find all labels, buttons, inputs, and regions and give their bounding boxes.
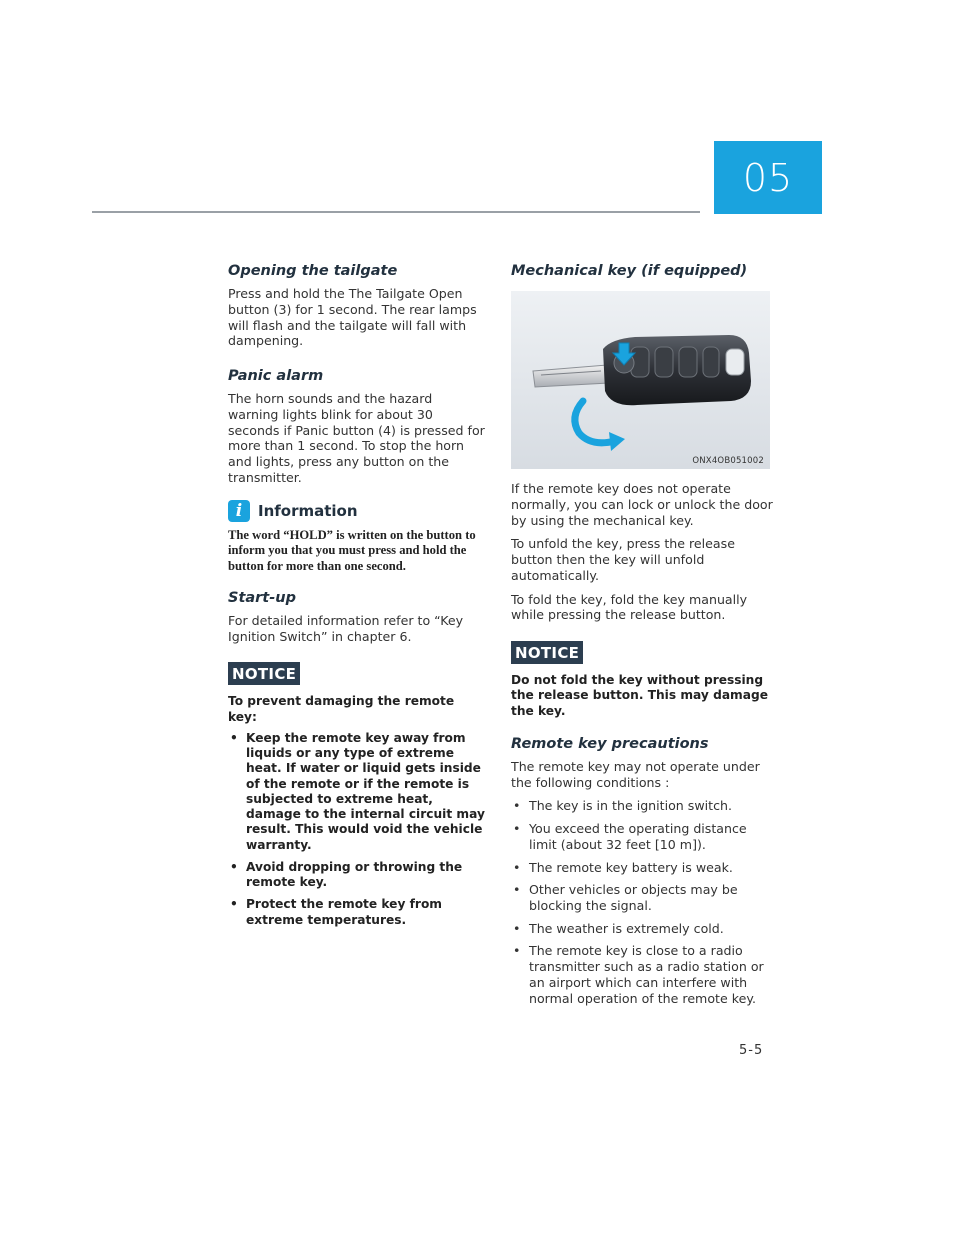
precautions-heading: Remote key precautions <box>511 735 709 752</box>
information-title: Information <box>258 501 358 520</box>
mechanical-para-1: If the remote key does not operate normally, you can lock or unlock the door by using the mechanical key. <box>511 481 773 528</box>
precautions-list <box>511 798 773 1006</box>
notice-body: Do not fold the key without pressing the release button. This may damage the key. <box>511 673 768 718</box>
info-icon: i <box>228 500 250 522</box>
left-column <box>228 262 486 935</box>
remote-key-illustration <box>511 291 770 469</box>
panic-heading: Panic alarm <box>228 368 324 385</box>
page-number: 5-5 <box>739 1043 764 1058</box>
startup-heading: Start-up <box>228 589 296 606</box>
list-item: • Protect the remote key from extreme temperatures. <box>228 897 486 928</box>
list-item: • The weather is extremely cold. <box>511 921 773 937</box>
header-rule <box>92 211 700 213</box>
right-column <box>511 262 773 1013</box>
list-item: • The key is in the ignition switch. <box>511 798 773 814</box>
mechanical-para-2: To unfold the key, press the release button then the key will unfold automatically. <box>511 536 735 583</box>
notice-intro: To prevent damaging the remote key: <box>228 694 455 724</box>
information-header <box>228 500 486 522</box>
chapter-tab: 05 <box>714 141 822 214</box>
list-item: • Other vehicles or objects may be blocking the signal. <box>511 882 773 913</box>
notice-list <box>228 731 486 928</box>
list-item: • Keep the remote key away from liquids or any type of extreme heat. If water or liquid gets inside of the remote or if the remote is subjected to extreme heat, damage to the internal circuit may result. This would void the vehicle warranty. <box>228 731 486 853</box>
mechanical-key-heading: Mechanical key (if equipped) <box>511 263 748 279</box>
precautions-intro: The remote key may not operate under the following conditions : <box>511 758 760 790</box>
tailgate-heading: Opening the tailgate <box>228 263 398 279</box>
mechanical-para-3: To fold the key, fold the key manually while pressing the release button. <box>511 591 748 623</box>
notice-label: NOTICE <box>228 662 300 685</box>
remote-key-figure <box>511 291 770 469</box>
figure-caption: ONX4OB051002 <box>692 456 764 467</box>
list-item: • The remote key is close to a radio transmitter such as a radio station or an airport which can interfere with normal operation of the remote key. <box>511 943 773 1006</box>
panic-body: The horn sounds and the hazard warning lights blink for about 30 seconds if Panic button (4) is pressed for more than 1 second. To stop the horn and lights, press any button on the transmitter. <box>228 391 485 485</box>
list-item: • The remote key battery is weak. <box>511 860 773 876</box>
tailgate-body: Press and hold the The Tailgate Open button (3) for 1 second. The rear lamps will flash and the tailgate will fall with dampening. <box>228 286 477 349</box>
list-item: • You exceed the operating distance limit (about 32 feet [10 m]). <box>511 821 773 852</box>
information-body: The word “HOLD” is written on the button to inform you that you must press and hold the button for more than one second. <box>228 527 476 574</box>
startup-body: For detailed information refer to “Key Ignition Switch” in chapter 6. <box>228 612 464 644</box>
notice-label: NOTICE <box>511 641 583 664</box>
list-item: • Avoid dropping or throwing the remote key. <box>228 860 486 891</box>
